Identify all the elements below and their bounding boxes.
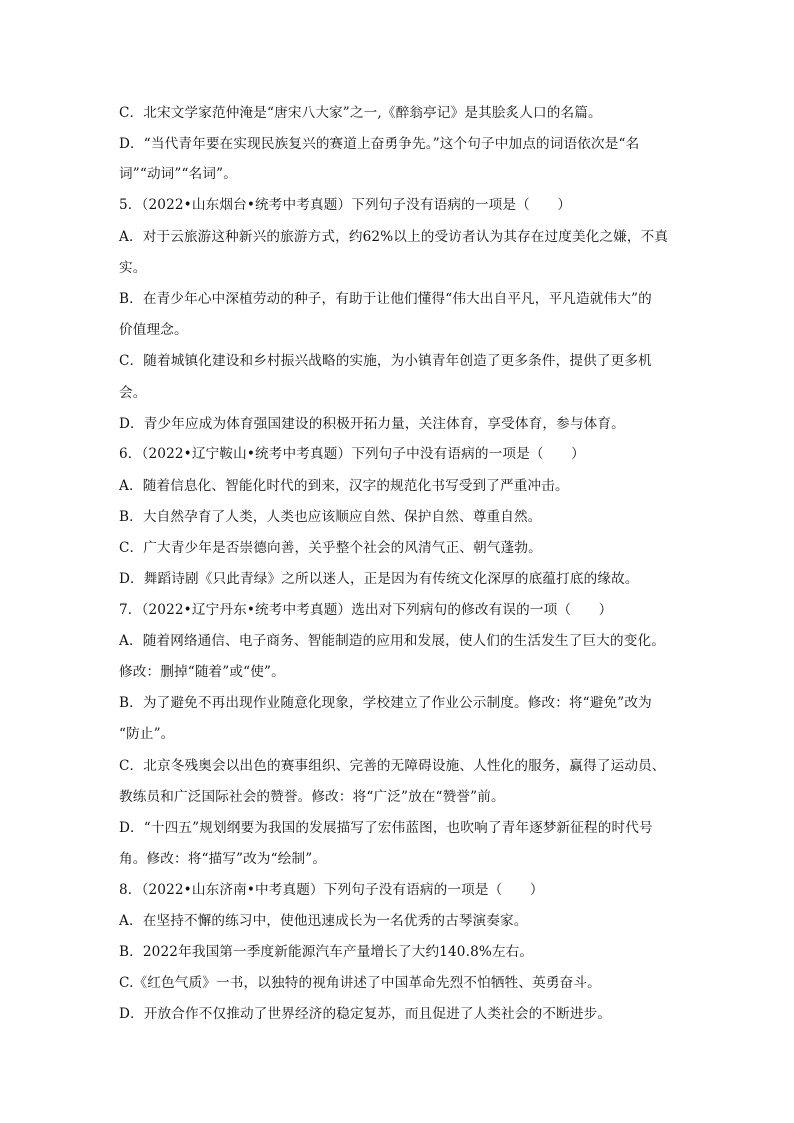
text-line-q4-c-1: C．北宋文学家范仲淹是“唐宋八大家”之一,《醉翁亭记》是其脍炙人口的名篇。 <box>119 105 602 121</box>
text-line-q6-b-1: B．大自然孕育了人类，人类也应该顺应自然、保护自然、尊重自然。 <box>119 509 542 525</box>
text-line-q5-c-2: 会。 <box>119 385 147 401</box>
text-line-q5-b-2: 价值理念。 <box>119 322 188 338</box>
text-line-q5-d-1: D．青少年应成为体育强国建设的积极开拓力量，关注体育，享受体育，参与体育。 <box>119 416 625 432</box>
text-line-q7-b-1: B．为了避免不再出现作业随意化现象，学校建立了作业公示制度。修改：将“避免”改为 <box>119 695 652 711</box>
text-line-q8-d-1: D．开放合作不仅推动了世界经济的稳定复苏，而且促进了人类社会的不断进步。 <box>119 1006 612 1022</box>
text-line-q6-a-1: A．随着信息化、智能化时代的到来，汉字的规范化书写受到了严重冲击。 <box>119 478 569 494</box>
text-line-q8-stem: 8．（2022•山东济南•中考真题）下列句子没有语病的一项是（ ） <box>119 882 544 898</box>
text-line-q7-a-1: A．随着网络通信、电子商务、智能制造的应用和发展，使人们的生活发生了巨大的变化。 <box>119 633 665 649</box>
text-line-q7-c-1: C．北京冬残奥会以出色的赛事组织、完善的无障碍设施、人性化的服务，赢得了运动员、 <box>119 758 666 774</box>
text-line-q8-a-1: A．在坚持不懈的练习中，使他迅速成长为一名优秀的古琴演奏家。 <box>119 913 528 929</box>
text-line-q5-stem: 5．（2022•山东烟台•统考中考真题）下列句子没有语病的一项是（ ） <box>119 197 572 213</box>
text-line-q6-d-1: D．舞蹈诗剧《只此青绿》之所以迷人，正是因为有传统文化深厚的底蕴打底的缘故。 <box>119 571 639 587</box>
text-line-q7-stem: 7．（2022•辽宁丹东•统考中考真题）选出对下列病句的修改有误的一项（ ） <box>119 602 613 618</box>
text-line-q8-c-1: C.《红色气质》一书，以独特的视角讲述了中国革命先烈不怕牺牲、英勇奋斗。 <box>119 975 601 991</box>
text-line-q8-b-1: B．2022年我国第一季度新能源汽车产量增长了大约140.8%左右。 <box>119 944 534 960</box>
text-line-q7-b-2: “防止”。 <box>119 726 175 742</box>
text-line-q5-c-1: C．随着城镇化建设和乡村振兴战略的实施，为小镇青年创造了更多条件，提供了更多机 <box>119 353 652 369</box>
text-line-q4-d-1: D．“当代青年要在实现民族复兴的赛道上奋勇争先。”这个句子中加点的词语依次是“名 <box>119 136 640 152</box>
text-line-q7-c-2: 教练员和广泛国际社会的赞誉。修改：将“广泛”放在“赞誉”前。 <box>119 789 505 805</box>
text-line-q5-b-1: B．在青少年心中深植劳动的种子，有助于让他们懂得“伟大出自平凡，平凡造就伟大”的 <box>119 291 652 307</box>
text-line-q5-a-1: A．对于云旅游这种新兴的旅游方式，约62%以上的受访者认为其存在过度美化之嫌，不真 <box>119 229 669 245</box>
text-line-q4-d-2: 词”“动词”“名词”。 <box>119 166 237 182</box>
text-line-q5-a-2: 实。 <box>119 260 147 276</box>
text-line-q7-a-2: 修改：删掉“随着”或“使”。 <box>119 664 285 680</box>
text-line-q6-stem: 6．（2022•辽宁鞍山•统考中考真题）下列句子中没有语病的一项是（ ） <box>119 446 585 462</box>
text-line-q6-c-1: C．广大青少年是否崇德向善，关乎整个社会的风清气正、朝气蓬勃。 <box>119 540 542 556</box>
text-line-q7-d-1: D．“十四五”规划纲要为我国的发展描写了宏伟蓝图，也吹响了青年逐梦新征程的时代号 <box>119 820 653 836</box>
text-line-q7-d-2: 角。修改：将“描写”改为“绘制”。 <box>119 851 327 867</box>
